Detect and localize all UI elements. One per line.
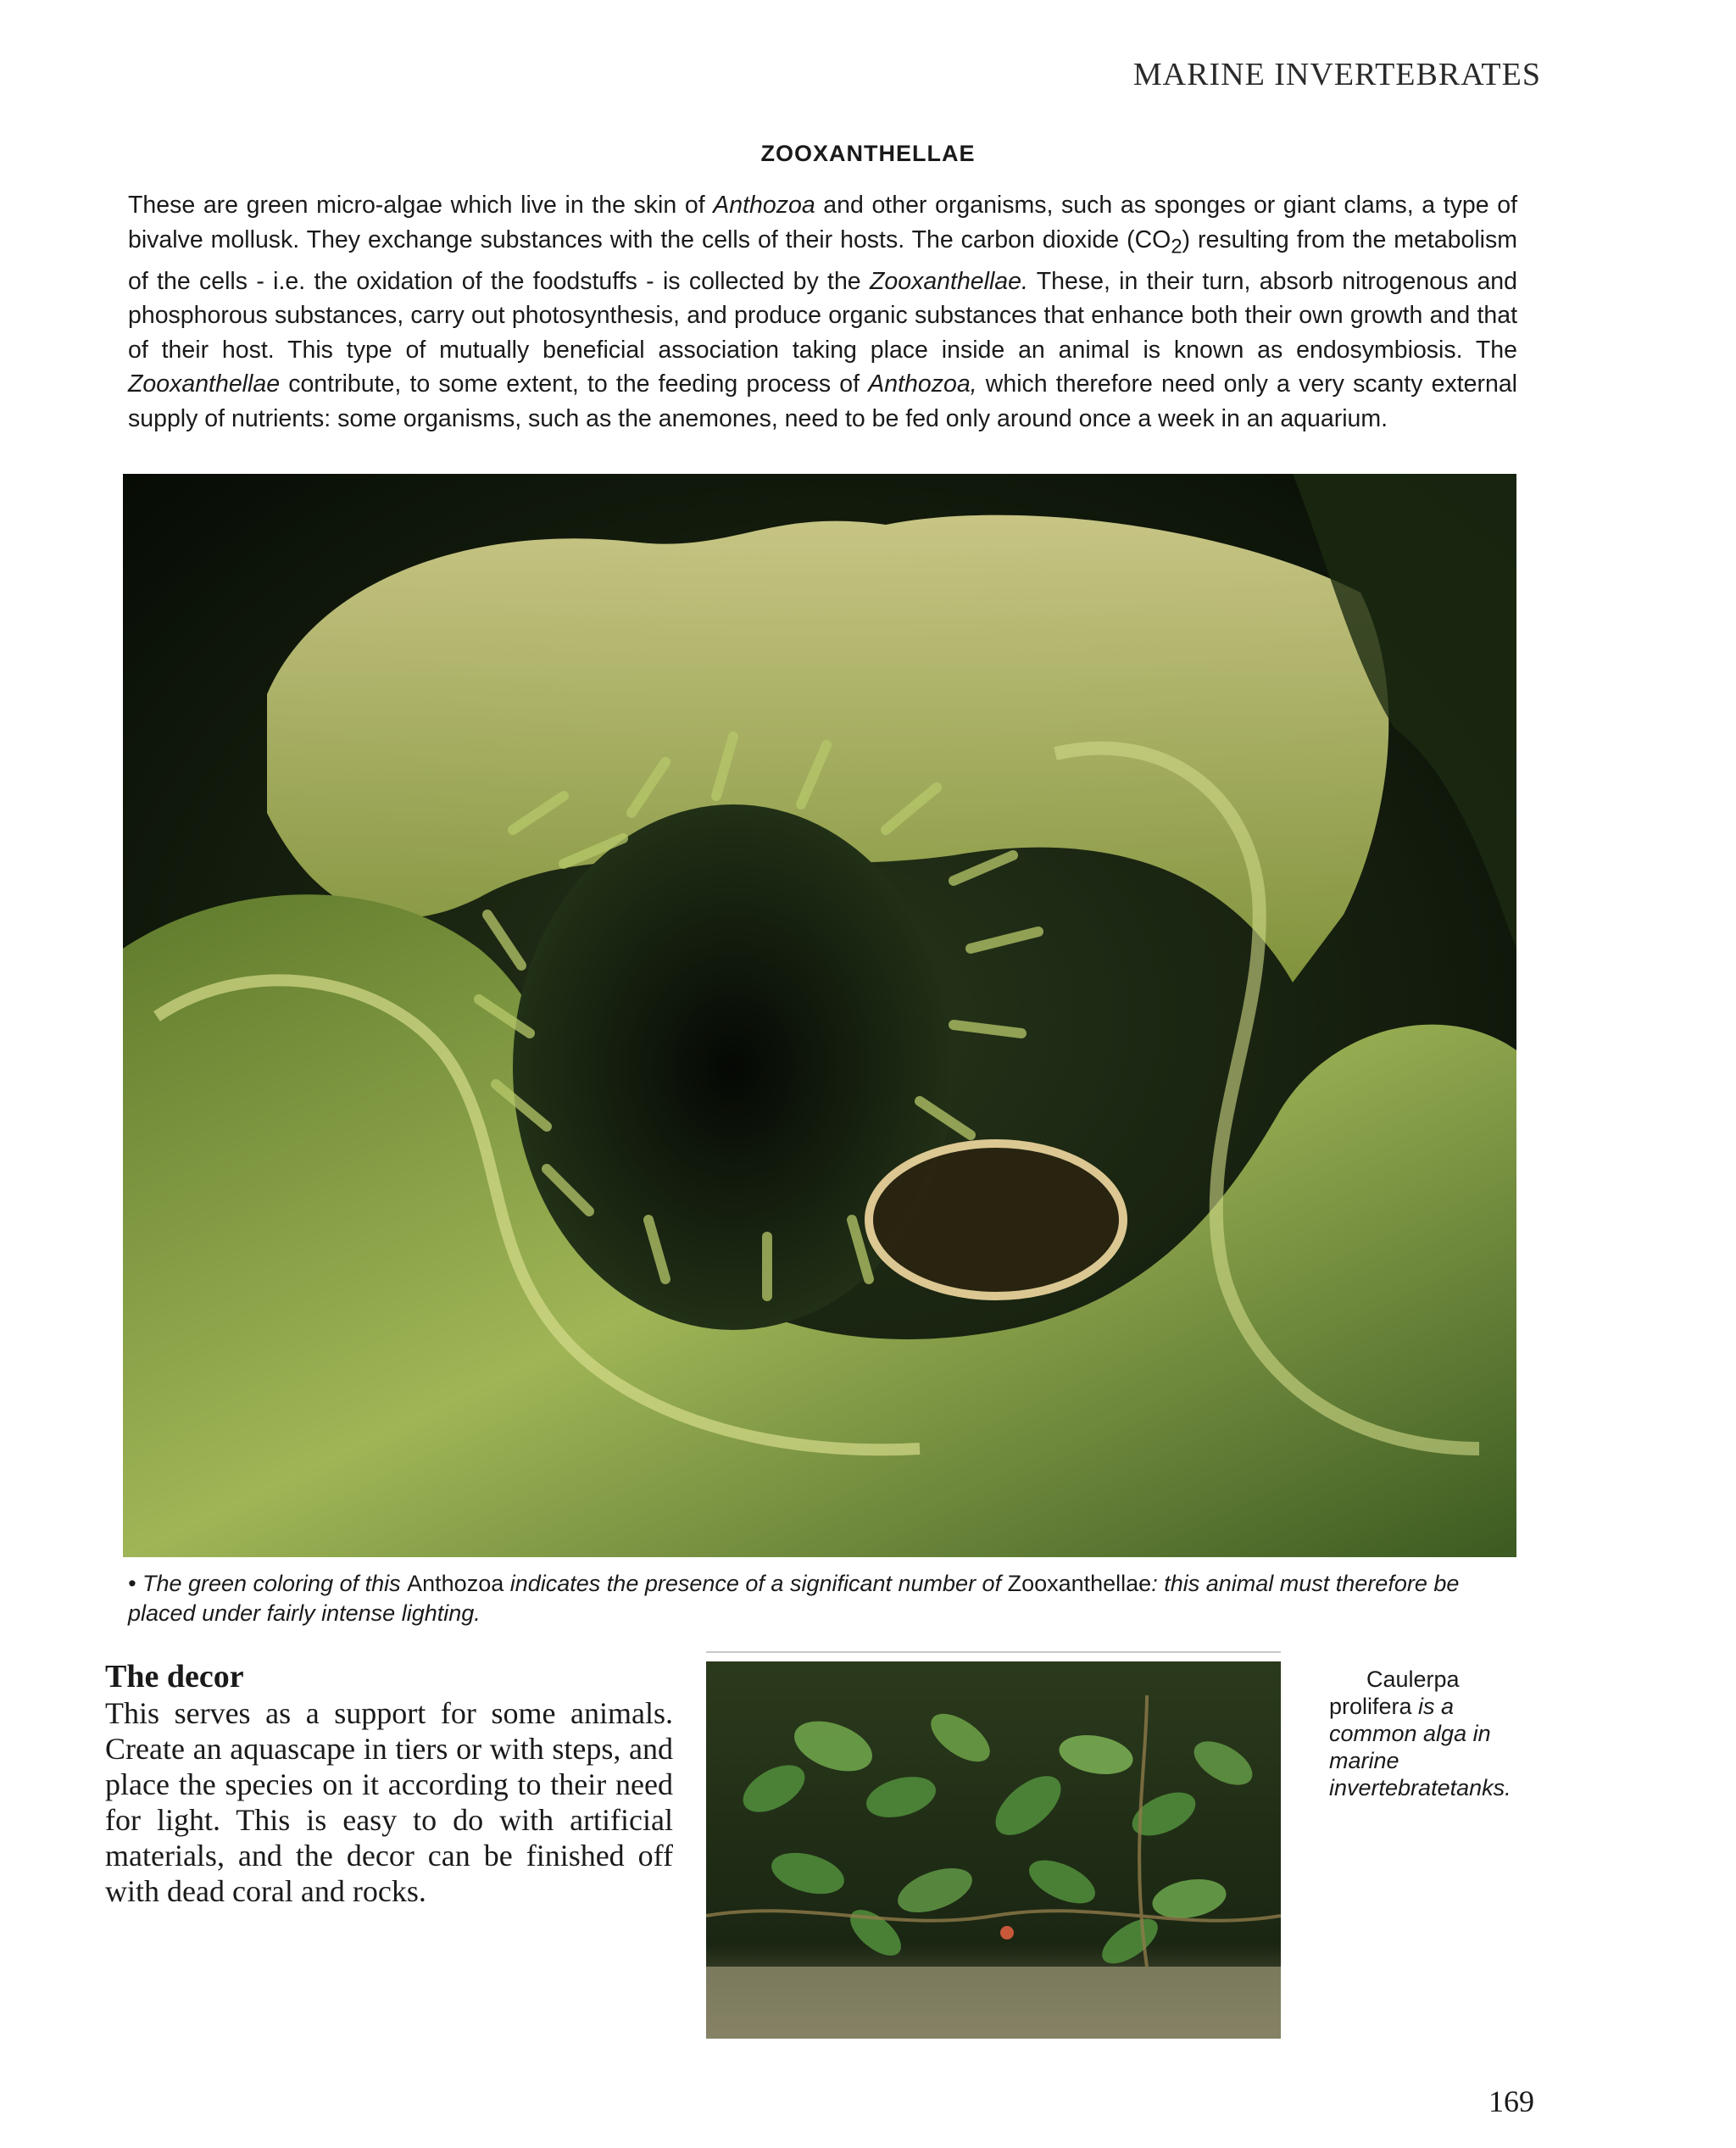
caption-bullet: • bbox=[128, 1571, 136, 1596]
section-title: ZOOXANTHELLAE bbox=[760, 141, 976, 166]
caption-text-1: The green coloring of this bbox=[136, 1571, 408, 1596]
small-shrimp bbox=[1000, 1926, 1014, 1939]
anthozoa-photo bbox=[123, 474, 1516, 1557]
caption-term-zooxanthellae: Zooxanthellae bbox=[1007, 1571, 1152, 1596]
decor-heading: The decor bbox=[105, 1659, 244, 1694]
oral-disc bbox=[869, 1144, 1123, 1296]
caption-text-3: : this animal must therefore be placed under fairly intense lighting. bbox=[128, 1571, 1460, 1626]
intro-text-2: and other organisms, such as sponges or giant clams, a type of bivalve mollusk. They exchange substances with the cells of their hosts. The carbon dioxide (CO bbox=[128, 192, 1517, 253]
decor-paragraph: This serves as a support for some animals. Create an aquascape in tiers or with steps, and place the species on it according to their need for light. This is easy to do with artificial materials, and the decor can be finished off with dead coral and rocks. bbox=[105, 1696, 673, 1908]
intro-term-zooxanthellae: Zooxanthellae. bbox=[869, 267, 1028, 295]
intro-term-anthozoa-2: Anthozoa, bbox=[868, 370, 977, 398]
main-photo-caption bbox=[128, 1569, 1501, 1628]
intro-text-6: which therefore need only a very scanty external supply of nutrients: some organisms, such as the anemones, need to be fed only around once a week in an aquarium. bbox=[128, 370, 1517, 432]
intro-text-3: ) resulting from the metabolism of the cells - i.e. the oxidation of the foodstuffs - is collected by the bbox=[128, 225, 1517, 295]
side-caption-text: is a common alga in marine invertebratetanks. bbox=[1329, 1694, 1511, 1800]
intro-text-1: These are green micro-algae which live in the skin of bbox=[128, 192, 714, 219]
photo-top-rule bbox=[706, 1651, 1281, 1653]
anthozoa-illustration bbox=[123, 474, 1516, 1557]
intro-term-zooxanthellae-2: Zooxanthellae bbox=[128, 370, 281, 398]
page-number: 169 bbox=[1488, 2084, 1534, 2118]
intro-text-5: contribute, to some extent, to the feeding process of bbox=[280, 370, 869, 398]
intro-subscript: 2 bbox=[1171, 235, 1182, 259]
caulerpa-photo bbox=[706, 1661, 1281, 2039]
tank-gravel bbox=[706, 1967, 1281, 2039]
side-photo-caption bbox=[1329, 1666, 1541, 1801]
caulerpa-illustration bbox=[706, 1661, 1281, 2039]
intro-paragraph bbox=[128, 188, 1517, 436]
side-caption-species: Caulerpa prolifera bbox=[1329, 1667, 1460, 1719]
caption-term-anthozoa: Anthozoa bbox=[407, 1571, 504, 1596]
running-head: MARINE INVERTEBRATES bbox=[1132, 57, 1541, 92]
intro-term-anthozoa: Anthozoa bbox=[713, 192, 815, 219]
intro-text-4: These, in their turn, absorb nitrogenous and phosphorous substances, carry out photosynthesis, and produce organic substances that enhance both their own growth and that of their host. This type of mutually beneficial association taking place inside an animal is known as endosymbiosis. The bbox=[128, 267, 1517, 364]
caption-text-2: indicates the presence of a significant number of bbox=[504, 1571, 1008, 1596]
